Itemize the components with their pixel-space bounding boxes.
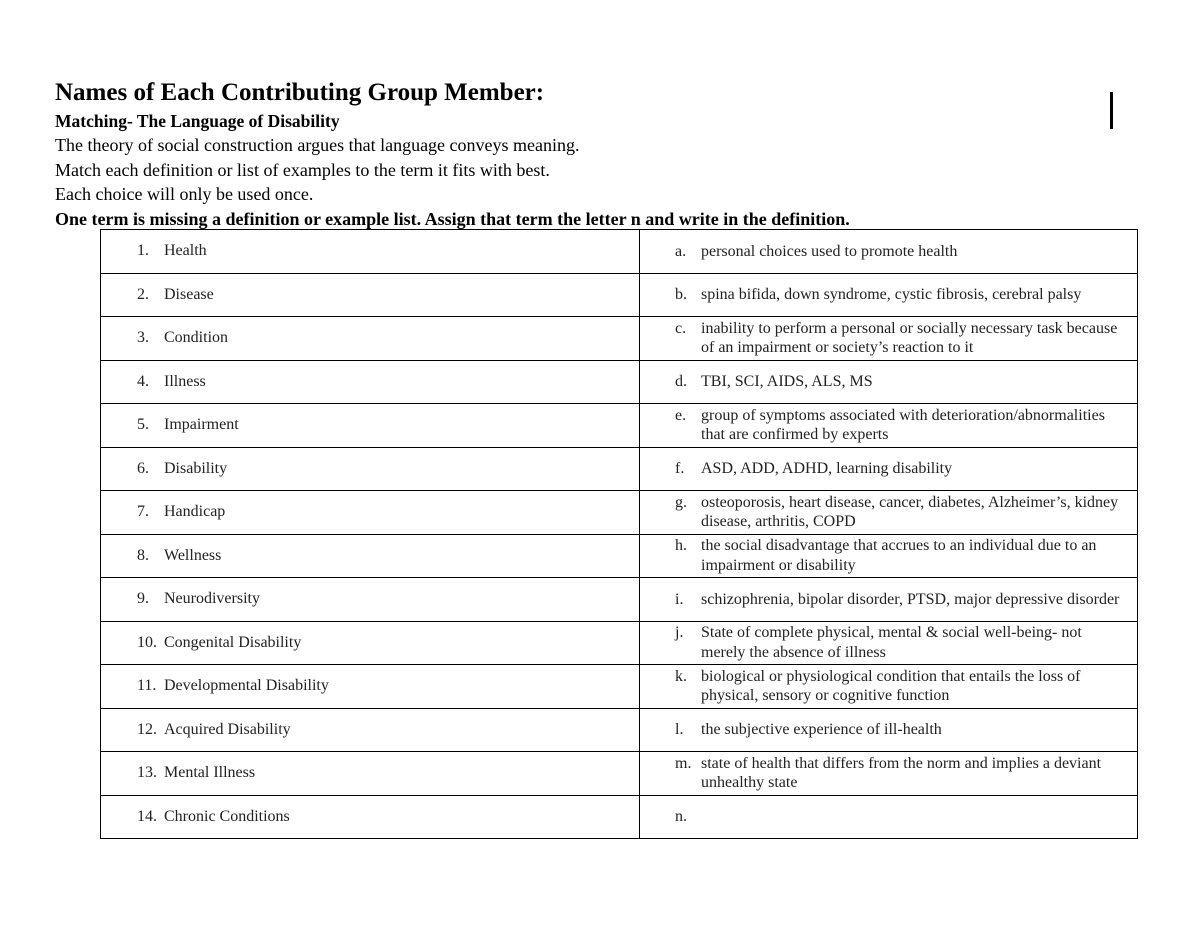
term [101,285,639,305]
term-label: Acquired Disability [164,720,291,738]
term-cell[interactable] [101,230,640,274]
definition-cell[interactable] [640,317,1138,361]
term-number: 2. [137,285,149,303]
term-label: Disease [164,285,214,303]
term-cell[interactable] [101,404,640,448]
definition-letter: h. [675,537,687,555]
definition-text: spina bifida, down syndrome, cystic fibrosis, cerebral palsy [701,286,1082,303]
instruction-line: One term is missing a definition or example list. Assign that term the letter n and write in the definition. [55,208,850,229]
definition-letter: n. [675,808,687,825]
page-subtitle: Matching- The Language of Disability [55,111,340,131]
table-row [101,447,1138,491]
table-row [101,708,1138,752]
term-label: Neurodiversity [164,590,260,608]
definition-letter: m. [675,754,692,772]
term-number: 7. [137,503,149,521]
term-label: Mental Illness [164,764,256,782]
term-cell[interactable] [101,665,640,709]
term-label: Condition [164,329,229,347]
definition-cell[interactable] [640,795,1138,839]
term-cell[interactable] [101,360,640,404]
definition-text: personal choices used to promote health [701,242,958,260]
term-cell[interactable] [101,317,640,361]
term-number: 11. [137,677,157,695]
definition [640,406,1137,445]
term-cell[interactable] [101,491,640,535]
definition-letter: j. [675,624,684,642]
table-row [101,230,1138,274]
term-cell[interactable] [101,708,640,752]
term-number: 9. [137,590,149,608]
table-row [101,534,1138,578]
term-number: 12. [137,720,157,738]
term [101,589,639,609]
term-cell[interactable] [101,621,640,665]
table-row [101,578,1138,622]
definition-letter: e. [675,406,687,424]
page-title: Names of Each Contributing Group Member: [55,79,545,106]
term-number: 8. [137,546,149,564]
definition [640,807,1137,827]
table-row [101,795,1138,839]
term-number: 5. [137,416,149,434]
definition-text: state of health that differs from the norm and implies a deviant unhealthy state [701,754,1102,792]
table-row [101,317,1138,361]
definition-cell[interactable] [640,447,1138,491]
definition [640,754,1137,793]
term-cell[interactable] [101,447,640,491]
term [101,241,639,261]
document-header [55,77,1135,231]
definition-cell[interactable] [640,578,1138,622]
definition [640,242,1137,262]
table-row [101,621,1138,665]
term-number: 13. [137,764,157,782]
definition-text: osteoporosis, heart disease, cancer, diabetes, Alzheimer’s, kidney disease, arthritis, COPD [701,493,1119,531]
term [101,328,639,348]
term-cell[interactable] [101,795,640,839]
term-number: 10. [137,633,157,651]
term-label: Illness [164,372,206,390]
term [101,633,639,653]
definition [640,590,1137,610]
definition-text: the subjective experience of ill-health [701,721,942,738]
intro-line-1: The theory of social construction argues that language conveys meaning. [55,135,580,155]
term-number: 4. [137,372,149,390]
definition-text: the social disadvantage that accrues to an individual due to an impairment or disability [701,537,1097,574]
definition-cell[interactable] [640,708,1138,752]
term [101,372,639,392]
definition [640,319,1137,358]
term-cell[interactable] [101,578,640,622]
definition-letter: b. [675,286,687,303]
definition-text: inability to perform a personal or socially necessary task because of an impairment or society’s reaction to it [701,319,1118,357]
definition-letter: i. [675,590,684,608]
table-row [101,665,1138,709]
term [101,502,639,522]
definition-text: schizophrenia, bipolar disorder, PTSD, major depressive disorder [701,590,1120,608]
definition-cell[interactable] [640,273,1138,317]
term-label: Disability [164,459,228,477]
definition-letter: f. [675,460,685,477]
term-label: Congenital Disability [164,633,302,651]
intro-line-2: Match each definition or list of examples to the term it fits with best. [55,159,550,180]
table-row [101,752,1138,796]
term-label: Impairment [164,416,239,434]
definition-cell[interactable] [640,665,1138,709]
definition-letter: d. [675,373,687,390]
matching-table [100,229,1138,839]
definition-letter: c. [675,319,687,337]
term-number: 6. [137,459,149,477]
term-cell[interactable] [101,752,640,796]
definition-cell[interactable] [640,621,1138,665]
table-row [101,404,1138,448]
term [101,720,639,740]
term [101,807,639,827]
definition-letter: k. [675,667,687,685]
definition-cell[interactable] [640,534,1138,578]
term-number: 14. [137,807,157,825]
term-number: 3. [137,329,149,347]
table-row [101,491,1138,535]
term-label: Health [164,242,207,260]
term [101,546,639,566]
definition-text: TBI, SCI, AIDS, ALS, MS [701,373,873,390]
term-number: 1. [137,242,149,260]
intro-line-3: Each choice will only be used once. [55,184,314,204]
definition-text: State of complete physical, mental & social well-being- not merely the absence of illness [701,624,1082,661]
table-row [101,273,1138,317]
term [101,676,639,696]
definition-text: ASD, ADD, ADHD, learning disability [701,460,953,477]
term-label: Chronic Conditions [164,807,290,825]
term-cell[interactable] [101,273,640,317]
definition [640,493,1137,532]
definition [640,459,1137,479]
term [101,459,639,479]
term [101,415,639,435]
term-label: Developmental Disability [164,677,329,695]
matching-table-body [101,230,1138,839]
term [101,763,639,783]
definition-text: group of symptoms associated with deterioration/abnormalities that are confirmed by experts [701,406,1105,444]
definition [640,536,1137,575]
table-row [101,360,1138,404]
term-label: Wellness [164,546,222,564]
definition-cell[interactable] [640,404,1138,448]
definition-letter: l. [675,721,684,738]
term-label: Handicap [164,503,226,521]
term-cell[interactable] [101,534,640,578]
definition [640,372,1137,392]
definition-letter: a. [675,242,687,260]
definition-cell[interactable] [640,491,1138,535]
definition [640,623,1137,662]
definition [640,720,1137,740]
definition-letter: g. [675,493,687,511]
definition [640,667,1137,706]
definition [640,285,1137,305]
definition-cell[interactable] [640,752,1138,796]
definition-cell[interactable] [640,230,1138,274]
definition-cell[interactable] [640,360,1138,404]
definition-text: biological or physiological condition that entails the loss of physical, sensory or cognitive function [701,667,1081,705]
text-cursor [1110,92,1113,129]
